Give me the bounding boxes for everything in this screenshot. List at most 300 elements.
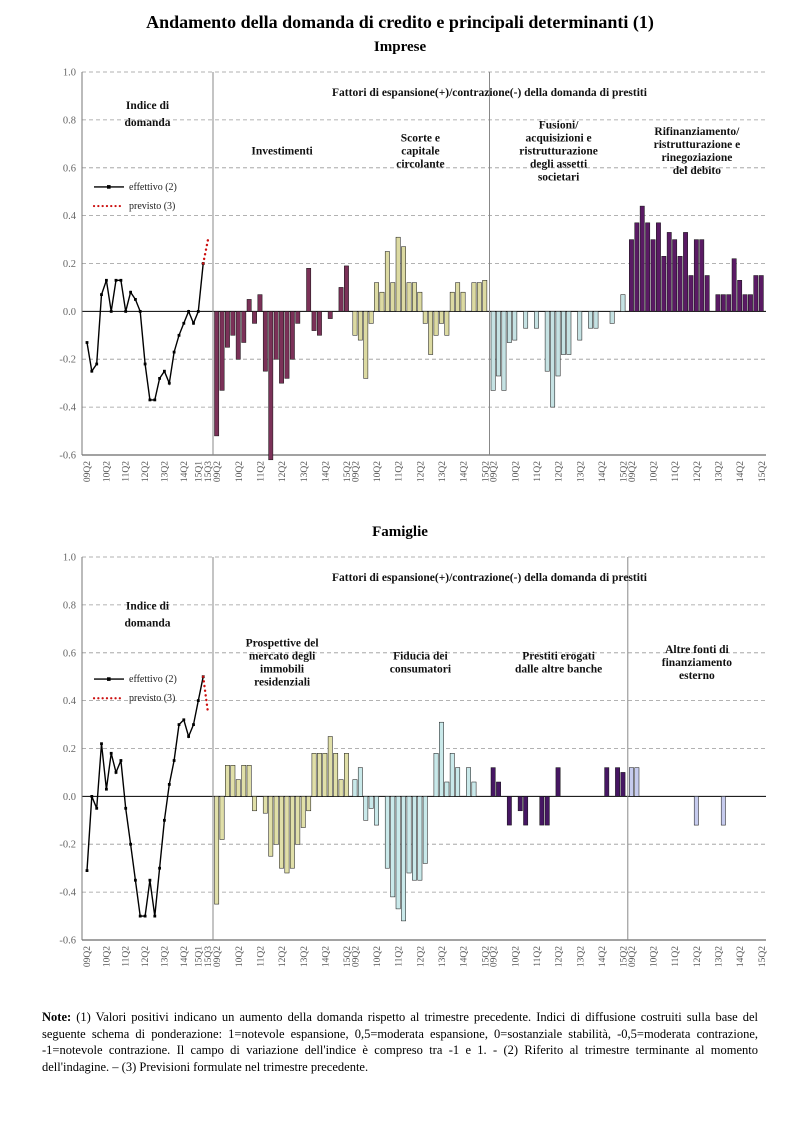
effettivo-marker [187, 310, 190, 313]
effettivo-marker [182, 322, 185, 325]
bar-section-label: circolante [396, 158, 445, 171]
x-tick-label: 09Q2 [489, 461, 500, 483]
x-tick-label: 15Q2 [757, 946, 768, 968]
x-tick-label: 10Q2 [102, 946, 113, 968]
bar [754, 276, 758, 312]
bar [759, 276, 763, 312]
y-tick-label: 0.4 [62, 696, 76, 708]
bar [247, 299, 251, 311]
effettivo-marker [153, 915, 156, 918]
bar [215, 796, 219, 904]
x-tick-label: 11Q2 [121, 946, 132, 967]
bar [220, 796, 224, 839]
bar [716, 295, 720, 312]
page [0, 12, 800, 1130]
x-tick-label: 15Q2 [343, 946, 353, 968]
previsto-line [203, 240, 208, 264]
bar [429, 311, 433, 354]
bar [285, 796, 289, 873]
bar [374, 796, 378, 825]
footnote-label: Note: [42, 1010, 72, 1024]
bar [407, 283, 411, 312]
bar [551, 311, 555, 407]
x-tick-label: 10Q2 [373, 461, 384, 483]
bar [380, 292, 384, 311]
bar [678, 256, 682, 311]
bar [456, 283, 460, 312]
x-tick-label: 14Q2 [736, 461, 747, 483]
bar [621, 295, 625, 312]
y-tick-label: -0.2 [59, 839, 76, 851]
bar [312, 311, 316, 330]
line-section-label: domanda [124, 617, 171, 630]
previsto-line [203, 677, 208, 713]
effettivo-marker [158, 867, 161, 870]
bar [323, 753, 327, 796]
bar [353, 780, 357, 797]
bar [364, 311, 368, 378]
bar [279, 311, 283, 383]
bar [317, 753, 321, 796]
bar-section-label: dalle altre banche [514, 663, 603, 676]
effettivo-marker [134, 298, 137, 301]
bar [434, 753, 438, 796]
bar [279, 796, 283, 868]
effettivo-marker [124, 310, 127, 313]
bar [534, 311, 538, 328]
bar [258, 295, 262, 312]
bar [667, 232, 671, 311]
bar [296, 796, 300, 844]
x-tick-label: 09Q2 [628, 461, 638, 483]
x-tick-label: 12Q2 [692, 461, 703, 483]
y-tick-label: -0.4 [59, 887, 76, 899]
bar [705, 276, 709, 312]
bar [274, 796, 278, 844]
bar [605, 768, 609, 797]
bar-section-label: Scorte e [400, 132, 441, 145]
footnote [42, 1009, 758, 1075]
bar [391, 796, 395, 897]
x-tick-label: 14Q2 [736, 946, 747, 968]
bar [339, 287, 343, 311]
bar [358, 768, 362, 797]
bar [694, 240, 698, 312]
bar [412, 796, 416, 880]
bar [439, 722, 443, 796]
bar [567, 311, 571, 354]
factors-header: Fattori di espansione(+)/contrazione(-) della domanda di prestiti [332, 86, 647, 99]
effettivo-marker [197, 310, 200, 313]
bar [472, 283, 476, 312]
bar [391, 283, 395, 312]
effettivo-marker [182, 718, 185, 721]
imprese-chart [20, 58, 780, 510]
bar [721, 295, 725, 312]
bar [466, 768, 470, 797]
bar-section-label: del debito [672, 165, 722, 178]
effettivo-marker [105, 788, 108, 791]
x-tick-label: 14Q2 [459, 946, 470, 968]
bar [263, 796, 267, 813]
factors-header: Fattori di espansione(+)/contrazione(-) della domanda di prestiti [332, 571, 647, 584]
bar [418, 292, 422, 311]
x-tick-label: 10Q2 [511, 946, 522, 968]
bar [513, 311, 517, 340]
y-tick-label: -0.6 [59, 450, 76, 462]
x-tick-label: 12Q2 [692, 946, 703, 968]
bar-section-label: Fiducia dei [393, 650, 448, 663]
x-tick-label: 12Q2 [278, 461, 289, 483]
bar [450, 753, 454, 796]
x-tick-label: 13Q2 [438, 461, 448, 483]
x-tick-label: 14Q2 [597, 461, 608, 483]
x-tick-label: 13Q2 [714, 461, 725, 483]
bar [456, 768, 460, 797]
y-tick-label: -0.4 [59, 402, 76, 414]
bar [594, 311, 598, 328]
x-tick-label: 11Q2 [121, 461, 132, 482]
bar [385, 796, 389, 868]
bar [483, 280, 487, 311]
effettivo-marker [86, 341, 89, 344]
bar [252, 311, 256, 323]
bar [635, 768, 639, 797]
bar [412, 283, 416, 312]
effettivo-marker [178, 334, 181, 337]
bar-section-label: degli assetti [530, 158, 588, 171]
effettivo-marker [153, 399, 156, 402]
effettivo-marker [105, 279, 108, 282]
x-tick-label: 15Q3 [204, 946, 214, 968]
bar [274, 311, 278, 359]
chart-title-famiglie: Famiglie [372, 524, 428, 540]
effettivo-marker [95, 363, 98, 366]
bar-section-label: rinegoziazione [661, 152, 733, 165]
x-tick-label: 10Q2 [234, 946, 245, 968]
bar [312, 753, 316, 796]
bar [518, 796, 522, 810]
effettivo-marker [144, 363, 147, 366]
x-tick-label: 12Q2 [278, 946, 289, 968]
bar [423, 311, 427, 323]
bar [353, 311, 357, 335]
bar [434, 311, 438, 335]
bar [477, 283, 481, 312]
bar [491, 311, 495, 390]
bar [461, 292, 465, 311]
x-tick-label: 14Q2 [597, 946, 608, 968]
x-tick-label: 15Q2 [481, 461, 492, 483]
bar [407, 796, 411, 873]
bar [524, 796, 528, 825]
effettivo-marker [197, 699, 200, 702]
bar [450, 292, 454, 311]
effettivo-marker [120, 759, 123, 762]
bar [247, 765, 251, 796]
bar-section-label: Fusioni/ [538, 119, 579, 132]
bar [344, 753, 348, 796]
x-tick-label: 09Q2 [351, 461, 362, 483]
x-tick-label: 13Q2 [299, 946, 310, 968]
x-tick-label: 13Q2 [299, 461, 310, 483]
bar [215, 311, 219, 436]
x-tick-label: 12Q2 [141, 946, 152, 968]
x-tick-label: 10Q2 [649, 461, 660, 483]
effettivo-marker [110, 752, 113, 755]
bar-section-label: mercato degli [248, 650, 316, 663]
bar [640, 206, 644, 311]
bar-section [215, 146, 349, 460]
bar-section-label: finanziamento [661, 656, 733, 669]
bar [491, 768, 495, 797]
x-tick-label: 10Q2 [511, 461, 522, 483]
effettivo-marker [149, 399, 152, 402]
effettivo-line [87, 264, 203, 400]
x-tick-label: 14Q2 [321, 461, 332, 483]
bar [524, 311, 528, 328]
bar [220, 311, 224, 390]
effettivo-marker [168, 783, 171, 786]
bar-section [491, 650, 625, 825]
bar-section-label: Investimenti [251, 145, 313, 158]
bar [721, 796, 725, 825]
x-tick-label: 14Q2 [459, 461, 470, 483]
x-tick-label: 10Q2 [649, 946, 660, 968]
bar [629, 240, 633, 312]
x-tick-label: 12Q2 [416, 461, 427, 483]
effettivo-marker [134, 879, 137, 882]
bar [545, 796, 549, 825]
effettivo-marker [163, 819, 166, 822]
x-tick-label: 13Q2 [576, 461, 587, 483]
bar [339, 780, 343, 797]
bar [358, 311, 362, 340]
effettivo-marker [158, 377, 161, 380]
x-tick-label: 11Q2 [394, 946, 405, 967]
effettivo-marker [178, 723, 181, 726]
x-tick-label: 10Q2 [102, 461, 113, 483]
bar [694, 796, 698, 825]
legend-effettivo-label: effettivo (2) [129, 674, 177, 686]
effettivo-marker [129, 843, 132, 846]
bar [748, 295, 752, 312]
bar [231, 311, 235, 335]
x-tick-label: 11Q2 [256, 946, 267, 967]
bar [301, 796, 305, 827]
x-tick-label: 14Q2 [179, 946, 190, 968]
y-tick-label: -0.6 [59, 935, 76, 947]
x-tick-label: 15Q2 [757, 461, 768, 483]
page-title: Andamento della domanda di credito e principali determinanti (1) [146, 12, 654, 32]
x-tick-label: 09Q2 [83, 946, 93, 968]
bar-section [215, 637, 349, 904]
bar [496, 782, 500, 796]
bar-section-label: ristrutturazione [519, 145, 598, 158]
bar [263, 311, 267, 371]
bar [445, 311, 449, 335]
bar [662, 256, 666, 311]
bar-section [629, 644, 732, 825]
bar-section-label: residenziali [254, 676, 311, 689]
line-section-label: Indice di [125, 100, 170, 113]
legend-effettivo-label: effettivo (2) [129, 181, 177, 193]
bar [610, 311, 614, 323]
bar [231, 765, 235, 796]
y-tick-label: 0.8 [62, 600, 76, 612]
effettivo-marker [144, 915, 147, 918]
bar [317, 311, 321, 335]
x-tick-label: 12Q2 [554, 461, 565, 483]
y-tick-label: 0.2 [62, 744, 76, 755]
effettivo-marker [149, 879, 152, 882]
bar-section-label: acquisizioni e [525, 132, 592, 145]
x-tick-label: 11Q2 [533, 461, 543, 482]
legend-previsto-label: previsto (3) [129, 201, 176, 213]
bar [401, 796, 405, 921]
bar [507, 796, 511, 825]
bar [328, 737, 332, 797]
bar [236, 780, 240, 797]
effettivo-marker [187, 735, 190, 738]
y-tick-label: 1.0 [62, 67, 76, 79]
x-tick-label: 11Q2 [256, 461, 267, 482]
effettivo-marker [86, 869, 89, 872]
bar [673, 240, 677, 312]
x-tick-label: 15Q2 [619, 461, 630, 483]
bar [629, 768, 633, 797]
bar [727, 295, 731, 312]
x-tick-label: 13Q2 [160, 946, 171, 968]
y-tick-label: 0.6 [62, 163, 76, 175]
plot-area [59, 68, 767, 483]
bar-section-label: Rifinanziamento/ [654, 126, 740, 139]
x-tick-label: 09Q2 [213, 946, 224, 968]
chart-title-imprese: Imprese [373, 39, 427, 55]
effettivo-marker [173, 759, 176, 762]
bar-section-label: Prestiti erogati [522, 650, 595, 663]
bar [472, 782, 476, 796]
bar [445, 782, 449, 796]
effettivo-marker [115, 279, 118, 282]
x-tick-label: 11Q2 [533, 946, 543, 967]
plot-area [59, 553, 767, 968]
line-section-label: domanda [124, 117, 171, 130]
bar [556, 311, 560, 376]
bar [344, 266, 348, 312]
bar-section [629, 126, 763, 311]
bar [269, 796, 273, 856]
effettivo-marker [124, 807, 127, 810]
y-tick-label: 0.2 [62, 259, 76, 270]
x-tick-label: 13Q2 [576, 946, 587, 968]
effettivo-marker [192, 723, 195, 726]
bar [307, 268, 311, 311]
footnote-text: (1) Valori positivi indicano un aumento della domanda rispetto al trimestre precedente. Indici di diffusione costruiti sulla base del seguente schema di ponderazione: 1=notevole espansione, 0,5=moderata espansione, 0=sostanziale stabilità, -0,5=moderata contrazione, -1=notevole contrazione. Il campo di variazione dell'indice è compreso tra -1 e 1. - (2) Riferito al trimestre terminante al momento dell'indagine. – (3) Previsioni formulate nel trimestre precedente. [42, 1010, 758, 1074]
bar [502, 311, 506, 390]
bar [401, 247, 405, 312]
x-tick-label: 09Q2 [351, 946, 362, 968]
bar [269, 311, 273, 459]
bar [369, 796, 373, 808]
bar-section-label: ristrutturazione e [653, 139, 741, 152]
x-tick-label: 13Q2 [714, 946, 725, 968]
x-tick-label: 12Q2 [554, 946, 565, 968]
bar [545, 311, 549, 371]
bar [369, 311, 373, 323]
x-tick-label: 09Q2 [628, 946, 638, 968]
effettivo-marker [168, 382, 171, 385]
x-tick-label: 14Q2 [321, 946, 332, 968]
bar [496, 311, 500, 376]
bar [439, 311, 443, 323]
effettivo-marker [192, 322, 195, 325]
effettivo-marker [163, 370, 166, 373]
bar-section-label: Altre fonti di [665, 643, 729, 656]
x-tick-label: 15Q1 [194, 461, 205, 483]
effettivo-marker [115, 771, 118, 774]
bar [374, 283, 378, 312]
x-tick-label: 15Q1 [194, 946, 205, 968]
x-tick-label: 09Q2 [213, 461, 224, 483]
bar-section [353, 650, 476, 921]
bar [423, 796, 427, 863]
bar [285, 311, 289, 378]
famiglie-chart [20, 543, 780, 995]
bar [396, 237, 400, 311]
bar [385, 252, 389, 312]
bar-section-label: societari [537, 171, 580, 184]
bar [646, 223, 650, 312]
bar [242, 765, 246, 796]
legend-effettivo-marker [107, 677, 111, 681]
bar [290, 796, 294, 868]
y-tick-label: 0.0 [62, 306, 76, 318]
effettivo-marker [95, 807, 98, 810]
x-tick-label: 09Q2 [83, 461, 93, 483]
x-tick-label: 11Q2 [671, 461, 682, 482]
x-tick-label: 10Q2 [234, 461, 245, 483]
bar [252, 796, 256, 810]
x-tick-label: 11Q2 [671, 946, 682, 967]
bar [615, 768, 619, 797]
bar [225, 765, 229, 796]
x-tick-label: 15Q3 [204, 461, 214, 483]
x-tick-label: 15Q2 [481, 946, 492, 968]
bar [364, 796, 368, 820]
effettivo-marker [173, 351, 176, 354]
bar [635, 223, 639, 312]
effettivo-marker [120, 279, 123, 282]
x-tick-label: 12Q2 [141, 461, 152, 483]
bar [396, 796, 400, 909]
line-section-label: Indice di [125, 600, 170, 613]
bar-section-label: Prospettive del [245, 637, 319, 650]
bar [578, 311, 582, 340]
effettivo-marker [139, 915, 142, 918]
x-tick-label: 09Q2 [489, 946, 500, 968]
bar [296, 311, 300, 323]
y-tick-label: 0.6 [62, 648, 76, 660]
bar-section-label: esterno [679, 669, 715, 682]
effettivo-marker [129, 291, 132, 294]
y-tick-label: 1.0 [62, 552, 76, 564]
effettivo-marker [139, 310, 142, 313]
bar [683, 232, 687, 311]
bar [588, 311, 592, 328]
effettivo-marker [100, 742, 103, 745]
x-tick-label: 13Q2 [160, 461, 171, 483]
